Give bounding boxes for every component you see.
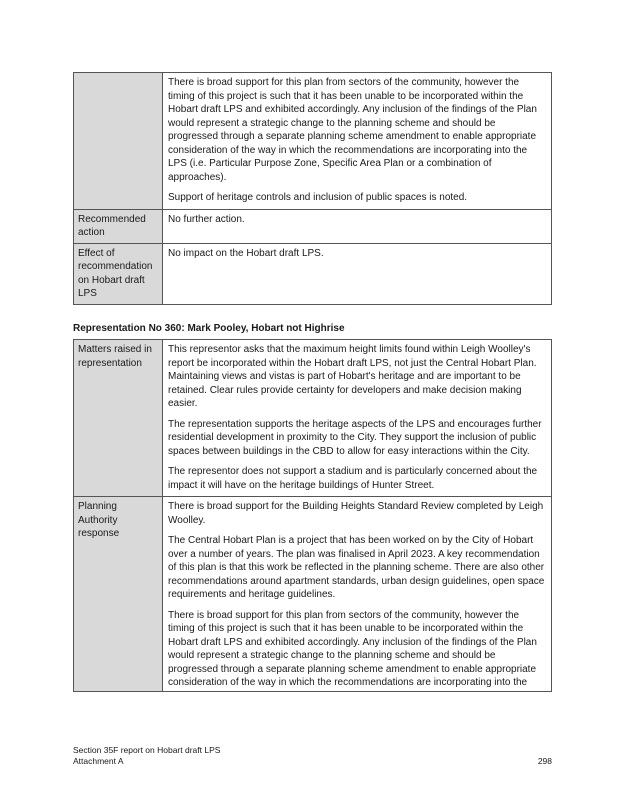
row-label: Effect of recommendation on Hobart draft LPS — [74, 243, 163, 304]
row-content — [163, 73, 552, 210]
footer-attachment: Attachment A — [73, 756, 124, 766]
row-label: Matters raised in representation — [74, 340, 163, 497]
row-label: Recommended action — [74, 209, 163, 243]
table-row — [74, 340, 552, 497]
row-content — [163, 340, 552, 497]
table-row — [74, 497, 552, 692]
row-label — [74, 73, 163, 210]
paragraph: There is broad support for this plan from sectors of the community, however the timing of this project is such that it has been unable to be incorporated within the Hobart draft LPS and exhibited accordingly. Any inclusion of the findings of the Plan would represent a strategic change to the planning scheme and should be progressed through a separate planning scheme amendment to enable appropriate consideration of the way in which the recommendations are incorporating into the LPS (i.e. Particular Purpose Zone, Specific Area Plan or a combination of approaches). — [168, 77, 537, 183]
representation-table — [73, 339, 552, 692]
page-number: 298 — [537, 756, 552, 766]
paragraph: Support of heritage controls and inclusion of public spaces is noted. — [168, 192, 468, 203]
representation-heading: Representation No 360: Mark Pooley, Hobart not Highrise — [73, 323, 345, 334]
paragraph: No impact on the Hobart draft LPS. — [168, 247, 324, 259]
table-row — [74, 209, 552, 243]
page-footer — [73, 745, 220, 767]
paragraph: There is broad support for this plan from sectors of the community, however the timing of this project is such that it has been unable to be incorporated within the Hobart draft LPS and exhibited accordingly. Any inclusion of the findings of the Plan would represent a strategic change to the planning scheme and should be progressed through a separate planning scheme amendment to enable appropriate consideration of the way in which the recommendations are incorporating into the — [168, 609, 537, 687]
paragraph: The representor does not support a stadium and is particularly concerned about the impact it will have on the heritage buildings of Hunter Street. — [168, 466, 538, 491]
table-row — [74, 73, 552, 210]
paragraph: The representation supports the heritage aspects of the LPS and encourages further residential development in proximity to the City. They support the inclusion of public spaces between buildings in the CBD to allow for easy interactions within the City. — [168, 418, 542, 457]
paragraph: The Central Hobart Plan is a project that has been worked on by the City of Hobart over a number of years. The plan was finalised in April 2023. A key recommendation of this plan is that this work be reflected in the planning scheme. There are also other recommendations around apartment standards, urban design guidelines, open space requirements and heritage guidelines. — [168, 535, 545, 600]
footer-report-title: Section 35F report on Hobart draft LPS — [73, 745, 221, 755]
response-table-continued — [73, 72, 552, 305]
row-content-clip — [168, 500, 546, 687]
table-row — [74, 243, 552, 304]
row-content — [163, 209, 552, 243]
row-label: Planning Authority response — [74, 497, 163, 692]
paragraph: No further action. — [168, 213, 245, 225]
paragraph: This representor asks that the maximum height limits found within Leigh Woolley's report be incorporated within the Hobart draft LPS, not just the Central Hobart Plan. Maintaining views and vistas is part of Hobart's heritage and are important to be retained. Clear rules provide certainty for developers and make decision making easier. — [168, 344, 537, 409]
row-content — [163, 243, 552, 304]
paragraph: There is broad support for the Building Heights Standard Review completed by Leigh Woolley. — [168, 501, 544, 526]
row-content — [163, 497, 552, 692]
